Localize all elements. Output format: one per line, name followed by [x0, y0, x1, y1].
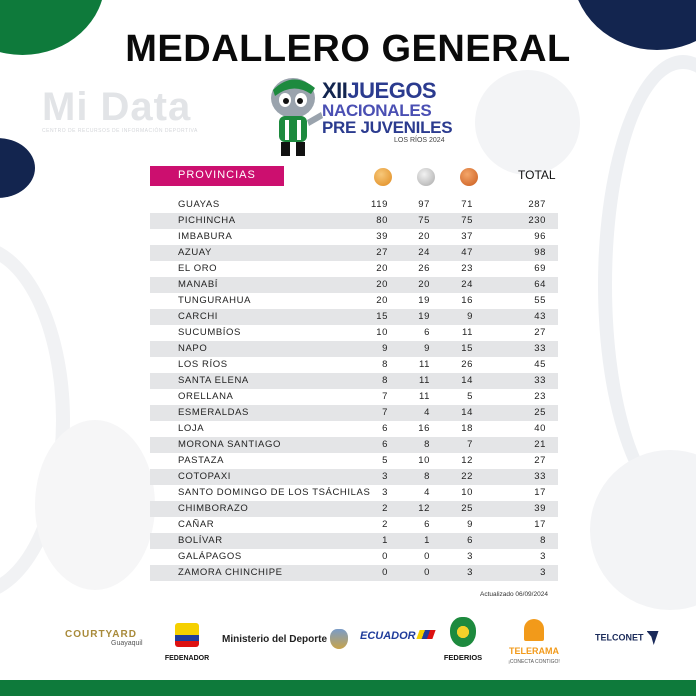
decor-disc [475, 70, 580, 175]
telconet-mark-icon [647, 631, 659, 645]
total-count: 3 [540, 551, 546, 562]
ecuador-logo [360, 630, 434, 642]
province-name: ORELLANA [178, 391, 234, 402]
bronze-count: 25 [461, 503, 473, 514]
province-name: TUNGURAHUA [178, 295, 252, 306]
table-row [150, 293, 558, 309]
federios-emblem-icon [450, 617, 476, 647]
bronze-count: 75 [461, 215, 473, 226]
province-name: CHIMBORAZO [178, 503, 249, 514]
gold-count: 6 [382, 423, 388, 434]
bronze-count: 7 [467, 439, 473, 450]
silver-count: 20 [418, 279, 430, 290]
silver-count: 10 [418, 455, 430, 466]
event-logo [322, 80, 462, 144]
silver-count: 8 [424, 471, 430, 482]
bronze-count: 18 [461, 423, 473, 434]
bronze-count: 37 [461, 231, 473, 242]
bronze-count: 3 [467, 567, 473, 578]
bronze-count: 16 [461, 295, 473, 306]
table-row [150, 405, 558, 421]
total-count: 39 [534, 503, 546, 514]
table-row [150, 485, 558, 501]
silver-count: 6 [424, 519, 430, 530]
bronze-count: 71 [461, 199, 473, 210]
silver-count: 12 [418, 503, 430, 514]
silver-count: 75 [418, 215, 430, 226]
bronze-medal-icon [460, 168, 478, 186]
table-row [150, 277, 558, 293]
decor-navy-circle-left [0, 138, 35, 198]
province-name: BOLÍVAR [178, 535, 223, 546]
table-row [150, 437, 558, 453]
gold-count: 80 [376, 215, 388, 226]
total-count: 33 [534, 343, 546, 354]
decor-disc-lower [590, 450, 696, 610]
decor-ring-right [598, 55, 696, 515]
watermark-subtitle: CENTRO DE RECURSOS DE INFORMACIÓN DEPORTIVA [42, 128, 198, 134]
silver-count: 19 [418, 295, 430, 306]
gold-count: 20 [376, 279, 388, 290]
province-name: CAÑAR [178, 519, 215, 530]
silver-count: 4 [424, 487, 430, 498]
telconet-logo [595, 631, 659, 645]
table-row [150, 421, 558, 437]
federios-name: FEDERIOS [443, 653, 483, 662]
gold-count: 15 [376, 311, 388, 322]
page-title: MEDALLERO GENERAL [125, 28, 571, 70]
silver-count: 9 [424, 343, 430, 354]
silver-count: 16 [418, 423, 430, 434]
table-row [150, 341, 558, 357]
bronze-count: 10 [461, 487, 473, 498]
table-row [150, 533, 558, 549]
event-title-line2: NACIONALES [322, 101, 432, 120]
gold-count: 9 [382, 343, 388, 354]
province-name: SANTO DOMINGO DE LOS TSÁCHILAS [178, 487, 371, 498]
bronze-count: 22 [461, 471, 473, 482]
total-count: 23 [534, 391, 546, 402]
silver-count: 8 [424, 439, 430, 450]
silver-count: 11 [418, 391, 430, 402]
ecuador-name: ECUADOR [360, 630, 416, 642]
telerama-name: TELERAMA [509, 646, 559, 656]
gold-count: 8 [382, 375, 388, 386]
silver-count: 24 [418, 247, 430, 258]
gold-count: 7 [382, 407, 388, 418]
event-juegos: JUEGOS [347, 78, 437, 103]
fedenador-name: FEDENADOR [164, 655, 210, 662]
courtyard-name: COURTYARD [65, 629, 137, 640]
bronze-count: 3 [467, 551, 473, 562]
table-row [150, 213, 558, 229]
total-count: 287 [528, 199, 546, 210]
province-name: IMBABURA [178, 231, 233, 242]
provinces-header: PROVINCIAS [150, 166, 284, 186]
table-row [150, 357, 558, 373]
table-row [150, 453, 558, 469]
telconet-name: TELCONET [595, 632, 644, 643]
courtyard-logo [65, 629, 143, 647]
total-count: 45 [534, 359, 546, 370]
table-row [150, 565, 558, 581]
bottom-green-bar [0, 680, 696, 696]
total-count: 98 [534, 247, 546, 258]
gold-count: 119 [371, 199, 388, 210]
watermark-name: Mi Data [42, 85, 192, 129]
telerama-logo [504, 619, 564, 665]
total-count: 17 [534, 487, 546, 498]
province-name: LOS RÍOS [178, 359, 228, 370]
province-name: SUCUMBÍOS [178, 327, 241, 338]
gold-count: 5 [382, 455, 388, 466]
silver-count: 1 [424, 535, 430, 546]
gold-count: 0 [382, 551, 388, 562]
total-count: 55 [534, 295, 546, 306]
total-count: 69 [534, 263, 546, 274]
bronze-count: 14 [461, 375, 473, 386]
bronze-count: 12 [461, 455, 473, 466]
ministerio-logo: Ministerio del Deporte [222, 634, 328, 645]
province-name: PICHINCHA [178, 215, 236, 226]
bronze-count: 9 [467, 519, 473, 530]
province-name: EL ORO [178, 263, 218, 274]
gold-count: 3 [382, 487, 388, 498]
gold-count: 20 [376, 295, 388, 306]
bronze-count: 9 [467, 311, 473, 322]
province-name: PASTAZA [178, 455, 225, 466]
silver-count: 26 [418, 263, 430, 274]
event-title-line1 [322, 80, 462, 102]
total-count: 33 [534, 375, 546, 386]
table-row [150, 309, 558, 325]
province-name: GUAYAS [178, 199, 220, 210]
table-row [150, 325, 558, 341]
bronze-count: 5 [467, 391, 473, 402]
table-row [150, 245, 558, 261]
province-name: ESMERALDAS [178, 407, 249, 418]
total-count: 40 [534, 423, 546, 434]
medal-table [150, 197, 558, 581]
bronze-count: 15 [461, 343, 473, 354]
total-count: 96 [534, 231, 546, 242]
decor-disc-left [35, 420, 155, 590]
fedenador-logo [162, 623, 212, 665]
province-name: NAPO [178, 343, 208, 354]
silver-count: 0 [424, 567, 430, 578]
bronze-count: 11 [461, 327, 473, 338]
silver-medal-icon [417, 168, 435, 186]
silver-count: 6 [424, 327, 430, 338]
total-count: 25 [534, 407, 546, 418]
telerama-slogan: ¡CONECTA CONTIGO! [508, 659, 560, 665]
event-edition: XII [322, 78, 348, 103]
total-count: 17 [534, 519, 546, 530]
bronze-count: 23 [461, 263, 473, 274]
total-count: 27 [534, 327, 546, 338]
table-row [150, 549, 558, 565]
gold-count: 0 [382, 567, 388, 578]
total-count: 33 [534, 471, 546, 482]
silver-count: 4 [424, 407, 430, 418]
midata-watermark [42, 85, 242, 134]
silver-count: 11 [418, 359, 430, 370]
gold-count: 7 [382, 391, 388, 402]
province-name: MORONA SANTIAGO [178, 439, 281, 450]
total-count: 43 [534, 311, 546, 322]
gold-count: 20 [376, 263, 388, 274]
coat-of-arms-icon [330, 629, 348, 649]
province-name: SANTA ELENA [178, 375, 249, 386]
gold-count: 8 [382, 359, 388, 370]
gold-medal-icon [374, 168, 392, 186]
gold-count: 39 [376, 231, 388, 242]
total-count: 230 [528, 215, 546, 226]
gold-count: 1 [382, 535, 388, 546]
province-name: GALÁPAGOS [178, 551, 242, 562]
gold-count: 6 [382, 439, 388, 450]
silver-count: 97 [418, 199, 430, 210]
province-name: AZUAY [178, 247, 212, 258]
courtyard-city: Guayaquil [111, 640, 143, 647]
bronze-count: 26 [461, 359, 473, 370]
table-row [150, 197, 558, 213]
table-row [150, 469, 558, 485]
silver-count: 0 [424, 551, 430, 562]
province-name: MANABÍ [178, 279, 219, 290]
mascot-icon [263, 68, 325, 160]
gold-count: 2 [382, 519, 388, 530]
fedenador-emblem-icon [175, 623, 199, 647]
event-title-line3: PRE JUVENILES [322, 118, 453, 137]
sponsors-bar [0, 615, 696, 675]
total-count: 27 [534, 455, 546, 466]
silver-count: 20 [418, 231, 430, 242]
province-name: CARCHI [178, 311, 219, 322]
telerama-emblem-icon [524, 619, 544, 641]
province-name: COTOPAXI [178, 471, 232, 482]
table-row [150, 389, 558, 405]
bronze-count: 24 [461, 279, 473, 290]
gold-count: 2 [382, 503, 388, 514]
table-row [150, 229, 558, 245]
province-name: LOJA [178, 423, 205, 434]
bronze-count: 47 [461, 247, 473, 258]
updated-date: Actualizado 06/09/2024 [480, 591, 548, 598]
total-count: 64 [534, 279, 546, 290]
table-row [150, 373, 558, 389]
ecuador-flag-icon [416, 630, 435, 639]
federios-logo [440, 617, 486, 665]
total-count: 21 [534, 439, 546, 450]
table-row [150, 261, 558, 277]
gold-count: 3 [382, 471, 388, 482]
province-name: ZAMORA CHINCHIPE [178, 567, 283, 578]
bronze-count: 14 [461, 407, 473, 418]
table-row [150, 501, 558, 517]
silver-count: 11 [418, 375, 430, 386]
table-row [150, 517, 558, 533]
total-count: 3 [540, 567, 546, 578]
bronze-count: 6 [467, 535, 473, 546]
silver-count: 19 [418, 311, 430, 322]
gold-count: 27 [376, 247, 388, 258]
gold-count: 10 [376, 327, 388, 338]
event-location: LOS RÍOS 2024 [394, 137, 445, 144]
total-count: 8 [540, 535, 546, 546]
total-header: TOTAL [518, 168, 556, 182]
